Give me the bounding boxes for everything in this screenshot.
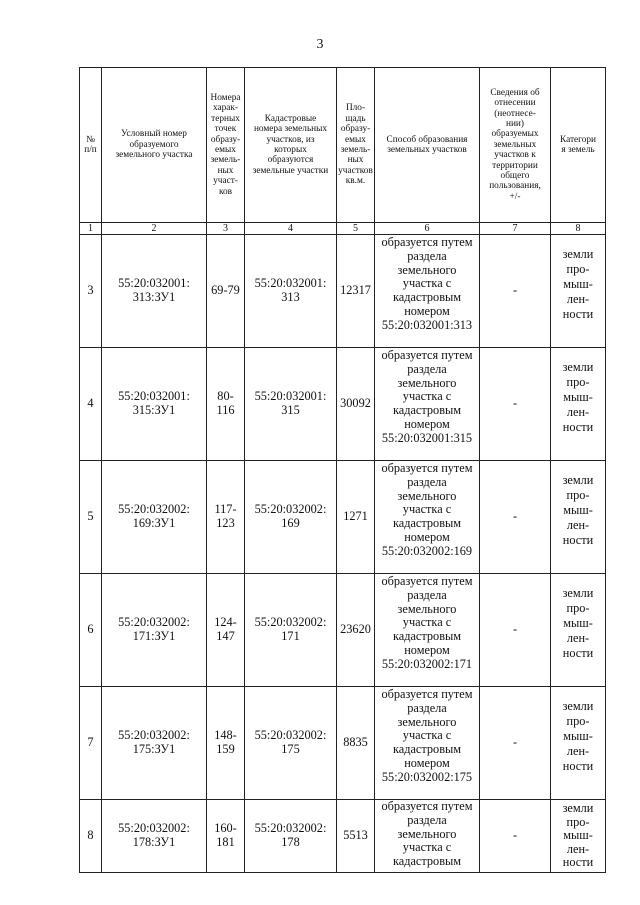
text-line: 175:ЗУ1: [132, 742, 176, 757]
text-line: земель-: [340, 145, 371, 155]
text-line: кадастровым: [392, 403, 462, 418]
text-line: земли: [562, 360, 594, 375]
points-cell: [207, 800, 245, 873]
table-row: [80, 461, 606, 574]
text-line: ных: [347, 155, 364, 166]
text-line: 69-79: [211, 283, 240, 298]
text-line: емых: [345, 134, 366, 145]
text-line: 55:20:032002:: [118, 502, 190, 517]
table-row: [80, 348, 606, 461]
formation-method-cell: [375, 687, 480, 800]
public-use-cell: -: [480, 235, 551, 348]
table-row: [80, 687, 606, 800]
text-line: участка с: [402, 502, 452, 517]
column-number: 7: [480, 223, 551, 235]
public-use-cell: -: [480, 461, 551, 574]
text-line: земельного участка: [115, 150, 193, 161]
text-line: 55:20:032001:313: [381, 317, 473, 332]
header-parcel-id: [102, 68, 207, 223]
header-public-use: [480, 68, 551, 223]
text-line: 55:20:032001:315: [381, 430, 473, 445]
text-line: раздела: [407, 700, 447, 715]
points-cell: [207, 687, 245, 800]
text-line: 124-: [214, 615, 237, 630]
text-line: 160-: [214, 821, 237, 836]
column-number: 2: [102, 223, 207, 235]
text-line: участков к: [494, 150, 536, 161]
column-number: 5: [337, 223, 375, 235]
text-line: мыш-: [563, 828, 593, 843]
parcel-id-cell: [102, 800, 207, 873]
parcel-id-cell: [102, 574, 207, 687]
text-line: кадастровым: [392, 854, 462, 869]
text-line: земли: [562, 586, 594, 601]
row-number-cell: 3: [80, 235, 102, 348]
text-line: терных: [211, 113, 240, 124]
text-line: п/п: [84, 145, 97, 155]
text-line: +/-: [509, 191, 521, 202]
points-cell: [207, 574, 245, 687]
text-line: 55:20:032001:: [118, 276, 190, 291]
formation-method-cell: [375, 235, 480, 348]
area-cell: 1271: [337, 461, 375, 574]
header-cadastral-numbers: [245, 68, 337, 223]
land-category-cell: [551, 348, 606, 461]
row-number-cell: 8: [80, 800, 102, 873]
cadastral-number-cell: [245, 461, 337, 574]
text-line: участка с: [402, 840, 452, 855]
text-line: Сведения об: [490, 87, 540, 98]
text-line: участков, из: [266, 134, 315, 145]
text-line: раздела: [407, 474, 447, 489]
area-cell: 23620: [337, 574, 375, 687]
text-line: лен-: [566, 841, 590, 856]
text-line: образуется путем: [381, 235, 473, 250]
points-cell: [207, 348, 245, 461]
text-line: номером: [404, 530, 450, 545]
text-line: 55:20:032002:: [254, 615, 327, 630]
text-line: 171: [281, 629, 300, 644]
land-category-cell: [551, 800, 606, 873]
text-line: мыш-: [563, 616, 593, 631]
text-line: образуется путем: [381, 348, 473, 363]
area-cell: 30092: [337, 348, 375, 461]
text-line: 315:ЗУ1: [132, 403, 176, 418]
cadastral-number-cell: [245, 687, 337, 800]
text-line: Пло-: [345, 103, 366, 114]
header-row: [80, 68, 606, 223]
column-number: 3: [207, 223, 245, 235]
table-row: [80, 800, 606, 873]
text-line: 169:ЗУ1: [132, 516, 176, 531]
text-line: 55:20:032002:: [254, 728, 327, 743]
column-number: 6: [375, 223, 480, 235]
text-line: 55:20:032002:: [254, 821, 327, 836]
text-line: раздела: [407, 248, 447, 263]
text-line: ности: [562, 646, 594, 661]
text-line: образуется путем: [381, 574, 473, 589]
text-line: земельного: [397, 488, 457, 503]
text-line: 178: [281, 835, 300, 850]
text-line: Номера: [210, 92, 241, 103]
text-line: 175: [281, 742, 300, 757]
land-parcels-table: [79, 67, 606, 873]
formation-method-cell: [375, 348, 480, 461]
area-cell: 5513: [337, 800, 375, 873]
cadastral-number-cell: [245, 800, 337, 873]
text-line: участ-: [213, 176, 238, 187]
text-line: земельных участков: [387, 145, 467, 155]
header-formation-method: [375, 68, 480, 223]
text-line: 55:20:032002:169: [381, 543, 473, 558]
text-line: 313: [281, 290, 300, 305]
text-line: мыш-: [563, 729, 593, 744]
formation-method-cell: [375, 461, 480, 574]
text-line: лен-: [566, 744, 590, 759]
text-line: номера земельных: [253, 124, 328, 135]
parcel-id-cell: [102, 348, 207, 461]
text-line: ности: [562, 533, 594, 548]
parcel-id-cell: [102, 687, 207, 800]
text-line: образуемого: [129, 139, 179, 150]
row-number-cell: 5: [80, 461, 102, 574]
header-area: [337, 68, 375, 223]
text-line: земли: [562, 699, 594, 714]
text-line: земли: [562, 473, 594, 488]
text-line: 55:20:032002:: [118, 821, 190, 836]
text-line: раздела: [407, 587, 447, 602]
column-number: 8: [551, 223, 606, 235]
text-line: ности: [562, 855, 594, 870]
text-line: 123: [216, 516, 235, 531]
text-line: общего: [500, 171, 530, 182]
text-line: земельного: [397, 601, 457, 616]
public-use-cell: -: [480, 687, 551, 800]
text-line: 181: [216, 835, 235, 850]
text-line: про-: [566, 814, 590, 829]
text-line: ных: [217, 165, 234, 176]
text-line: точек: [214, 124, 237, 135]
area-cell: 8835: [337, 687, 375, 800]
text-line: щадь: [345, 113, 366, 124]
text-line: 80-: [217, 389, 234, 404]
text-line: земельного: [397, 826, 457, 841]
land-category-cell: [551, 687, 606, 800]
text-line: участка с: [402, 728, 452, 743]
header-points: [207, 68, 245, 223]
public-use-cell: -: [480, 800, 551, 873]
text-line: отнесении: [494, 98, 536, 109]
land-category-cell: [551, 235, 606, 348]
text-line: образуется путем: [381, 461, 473, 476]
row-number-cell: 6: [80, 574, 102, 687]
text-line: мыш-: [563, 390, 593, 405]
text-line: 116: [216, 403, 235, 418]
page-number: 3: [316, 37, 324, 52]
column-number: 4: [245, 223, 337, 235]
text-line: раздела: [407, 361, 447, 376]
land-category-cell: [551, 574, 606, 687]
text-line: участка с: [402, 615, 452, 630]
text-line: мыш-: [563, 277, 593, 292]
text-line: 55:20:032002:: [254, 502, 327, 517]
text-line: мыш-: [563, 503, 593, 518]
text-line: 55:20:032001:: [254, 276, 327, 291]
text-line: 148-: [214, 728, 237, 743]
text-line: про-: [566, 601, 590, 616]
text-line: образуемых: [491, 129, 539, 140]
text-line: пользования,: [489, 181, 541, 192]
text-line: кадастровым: [392, 516, 462, 531]
text-line: образу-: [210, 134, 241, 145]
text-line: лен-: [566, 405, 590, 420]
text-line: 55:20:032001:: [118, 389, 190, 404]
text-line: образу-: [340, 124, 371, 135]
text-line: земельного: [397, 714, 457, 729]
row-number-cell: 7: [80, 687, 102, 800]
text-line: лен-: [566, 518, 590, 533]
cadastral-number-cell: [245, 348, 337, 461]
text-line: номером: [404, 304, 450, 319]
text-line: номером: [404, 756, 450, 771]
text-line: участков: [338, 165, 373, 176]
text-line: Способ образования: [386, 134, 468, 145]
public-use-cell: -: [480, 574, 551, 687]
area-cell: 12317: [337, 235, 375, 348]
formation-method-cell: [375, 574, 480, 687]
text-line: 117-: [214, 502, 237, 517]
header-number: [80, 68, 102, 223]
cadastral-number-cell: [245, 574, 337, 687]
header-land-category: [551, 68, 606, 223]
text-line: ности: [562, 759, 594, 774]
text-line: раздела: [407, 812, 447, 827]
text-line: 55:20:032002:175: [381, 769, 473, 784]
text-line: 178:ЗУ1: [132, 835, 176, 850]
text-line: которых: [274, 145, 307, 155]
text-line: 55:20:032001:: [254, 389, 327, 404]
text-line: 169: [281, 516, 300, 531]
text-line: 313:ЗУ1: [132, 290, 176, 305]
public-use-cell: -: [480, 348, 551, 461]
text-line: номером: [404, 643, 450, 658]
text-line: земельного: [397, 262, 457, 277]
text-line: кадастровым: [392, 290, 462, 305]
text-line: лен-: [566, 292, 590, 307]
text-line: про-: [566, 714, 590, 729]
column-number-row: [80, 223, 606, 235]
text-line: 171:ЗУ1: [132, 629, 176, 644]
points-cell: [207, 461, 245, 574]
text-line: лен-: [566, 631, 590, 646]
text-line: Кадастровые: [264, 113, 317, 124]
text-line: земель-: [210, 155, 241, 166]
text-line: про-: [566, 488, 590, 503]
parcel-id-cell: [102, 461, 207, 574]
text-line: нии): [505, 118, 525, 129]
text-line: Категори: [559, 134, 596, 145]
row-number-cell: 4: [80, 348, 102, 461]
table-row: [80, 235, 606, 348]
text-line: земельного: [397, 375, 457, 390]
text-line: 55:20:032002:171: [381, 656, 473, 671]
text-line: номером: [404, 417, 450, 432]
text-line: участка с: [402, 276, 452, 291]
text-line: образуется путем: [381, 687, 473, 702]
text-line: земельных: [493, 139, 537, 150]
text-line: (неотнесе-: [494, 108, 536, 119]
text-line: ности: [562, 307, 594, 322]
text-line: земли: [562, 247, 594, 262]
text-line: образуется путем: [381, 799, 473, 814]
text-line: кадастровым: [392, 629, 462, 644]
text-line: земельные участки: [252, 165, 329, 176]
parcel-id-cell: [102, 235, 207, 348]
column-number: 1: [80, 223, 102, 235]
text-line: 315: [281, 403, 300, 418]
cadastral-number-cell: [245, 235, 337, 348]
table-body: [80, 235, 606, 873]
text-line: 55:20:032002:: [118, 615, 190, 630]
text-line: участка с: [402, 389, 452, 404]
text-line: емых: [215, 145, 236, 155]
land-category-cell: [551, 461, 606, 574]
text-line: харак-: [212, 103, 239, 114]
formation-method-cell: [375, 800, 480, 873]
text-line: ков: [218, 186, 233, 197]
text-line: кв.м.: [345, 176, 366, 187]
text-line: №: [86, 134, 95, 145]
text-line: я земель: [561, 145, 595, 155]
table-row: [80, 574, 606, 687]
text-line: ности: [562, 420, 594, 435]
text-line: земли: [562, 801, 594, 816]
text-line: 147: [216, 629, 235, 644]
text-line: про-: [566, 375, 590, 390]
text-line: 159: [216, 742, 235, 757]
points-cell: [207, 235, 245, 348]
text-line: Условный номер: [121, 129, 187, 140]
text-line: про-: [566, 262, 590, 277]
text-line: кадастровым: [392, 742, 462, 757]
text-line: 55:20:032002:: [118, 728, 190, 743]
text-line: образуются: [267, 155, 314, 166]
text-line: территории: [492, 160, 538, 171]
